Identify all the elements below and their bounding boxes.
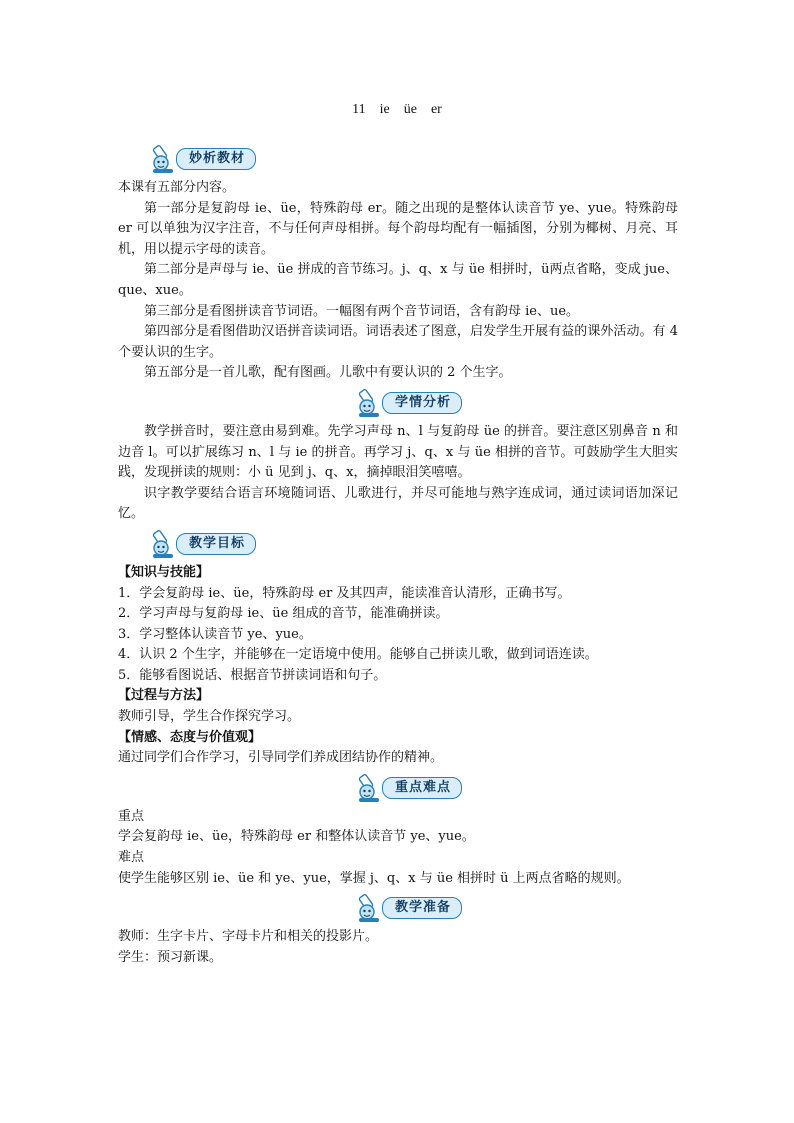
paragraph: 识字教学要结合语言环境随词语、儿歌进行，并尽可能地与熟字连成词，通过读词语加深记忆。 (118, 485, 678, 522)
list-item: 4．认识 2 个生字，并能够在一定语境中使用。能够自己拼读儿歌，做到词语连读。 (118, 647, 598, 663)
paragraph: 学生：预习新课。 (118, 949, 223, 965)
paragraph: 第四部分是看图借助汉语拼音读词语。词语表述了图意，启发学生开展有益的课外活动。有 4 个要认识的生字。 (118, 324, 678, 360)
list-item: 2．学习声母与复韵母 ie、üe 组成的音节，能准确拼读。 (118, 606, 449, 622)
list-item: 5．能够看图说话、根据音节拼读词语和句子。 (118, 667, 387, 683)
section-header-preparation (118, 889, 678, 927)
paragraph: 本课有五部分内容。 (118, 180, 236, 195)
section-header-learner-analysis (118, 384, 678, 422)
content (118, 140, 678, 968)
paragraph: 教师：生字卡片、字母卡片和相关的投影片。 (118, 929, 379, 945)
paragraph: 第一部分是复韵母 ie、üe，特殊韵母 er。随之出现的是整体认读音节 ye、yue。特殊韵母 er 可以单独为汉字注音，不与任何声母相拼。每个韵母均配有一幅插图，分别为椰树、月亮、耳机，用以提示字母的读音。 (118, 200, 678, 257)
paragraph: 通过同学们合作学习，引导同学们养成团结协作的精神。 (118, 750, 444, 766)
subheading: 【知识与技能】 (118, 564, 210, 580)
lesson-title: 11 ie üe er (352, 102, 442, 117)
section-badge-label: 教学目标 (176, 533, 256, 555)
paragraph: 第二部分是声母与 ie、üe 拼成的音节练习。j、q、x 与 üe 相拼时，ü两点省略，变成 jue、que、xue。 (118, 262, 678, 298)
paragraph: 教师引导，学生合作探究学习。 (118, 709, 301, 725)
paragraph: 第五部分是一首儿歌，配有图画。儿歌中有要认识的 2 个生字。 (144, 365, 512, 381)
section-badge-label: 妙析教材 (176, 148, 256, 170)
list-item: 1．学会复韵母 ie、üe，特殊韵母 er 及其四声，能读准音认清形，正确书写。 (118, 585, 571, 601)
section-badge-label: 重点难点 (382, 777, 462, 799)
subheading: 【情感、态度与价值观】 (118, 729, 262, 745)
section-header-analysis (118, 140, 678, 178)
section-badge-label: 教学准备 (382, 897, 462, 919)
paragraph: 使学生能够区别 ie、üe 和 ye、yue，掌握 j、q、x 与 üe 相拼时 ü 上两点省略的规则。 (118, 870, 630, 886)
section-header-teaching-goals (118, 525, 678, 563)
paragraph: 学会复韵母 ie、üe，特殊韵母 er 和整体认读音节 ye、yue。 (118, 829, 475, 845)
section-badge-label: 学情分析 (382, 392, 462, 414)
paragraph: 教学拼音时，要注意由易到难。先学习声母 n、l 与复韵母 üe 的拼音。要注意区别鼻音 n 和边音 l。可以扩展练习 n、l 与 ie 的拼音。再学习 j、q、x 与 üe 相拼的音节。可鼓励学生大胆实践，发现拼读的规则：小 ü 见到 j、q、x，摘掉眼泪笑嘻嘻。 (118, 423, 678, 481)
subheading: 【过程与方法】 (118, 688, 210, 704)
section-header-key-points (118, 769, 678, 807)
subheading: 重点 (118, 808, 145, 824)
subheading: 难点 (118, 850, 145, 866)
paragraph: 第三部分是看图拼读音节词语。一幅图有两个音节词语，含有韵母 ie、ue。 (144, 303, 580, 319)
list-item: 3．学习整体认读音节 ye、yue。 (118, 626, 312, 642)
